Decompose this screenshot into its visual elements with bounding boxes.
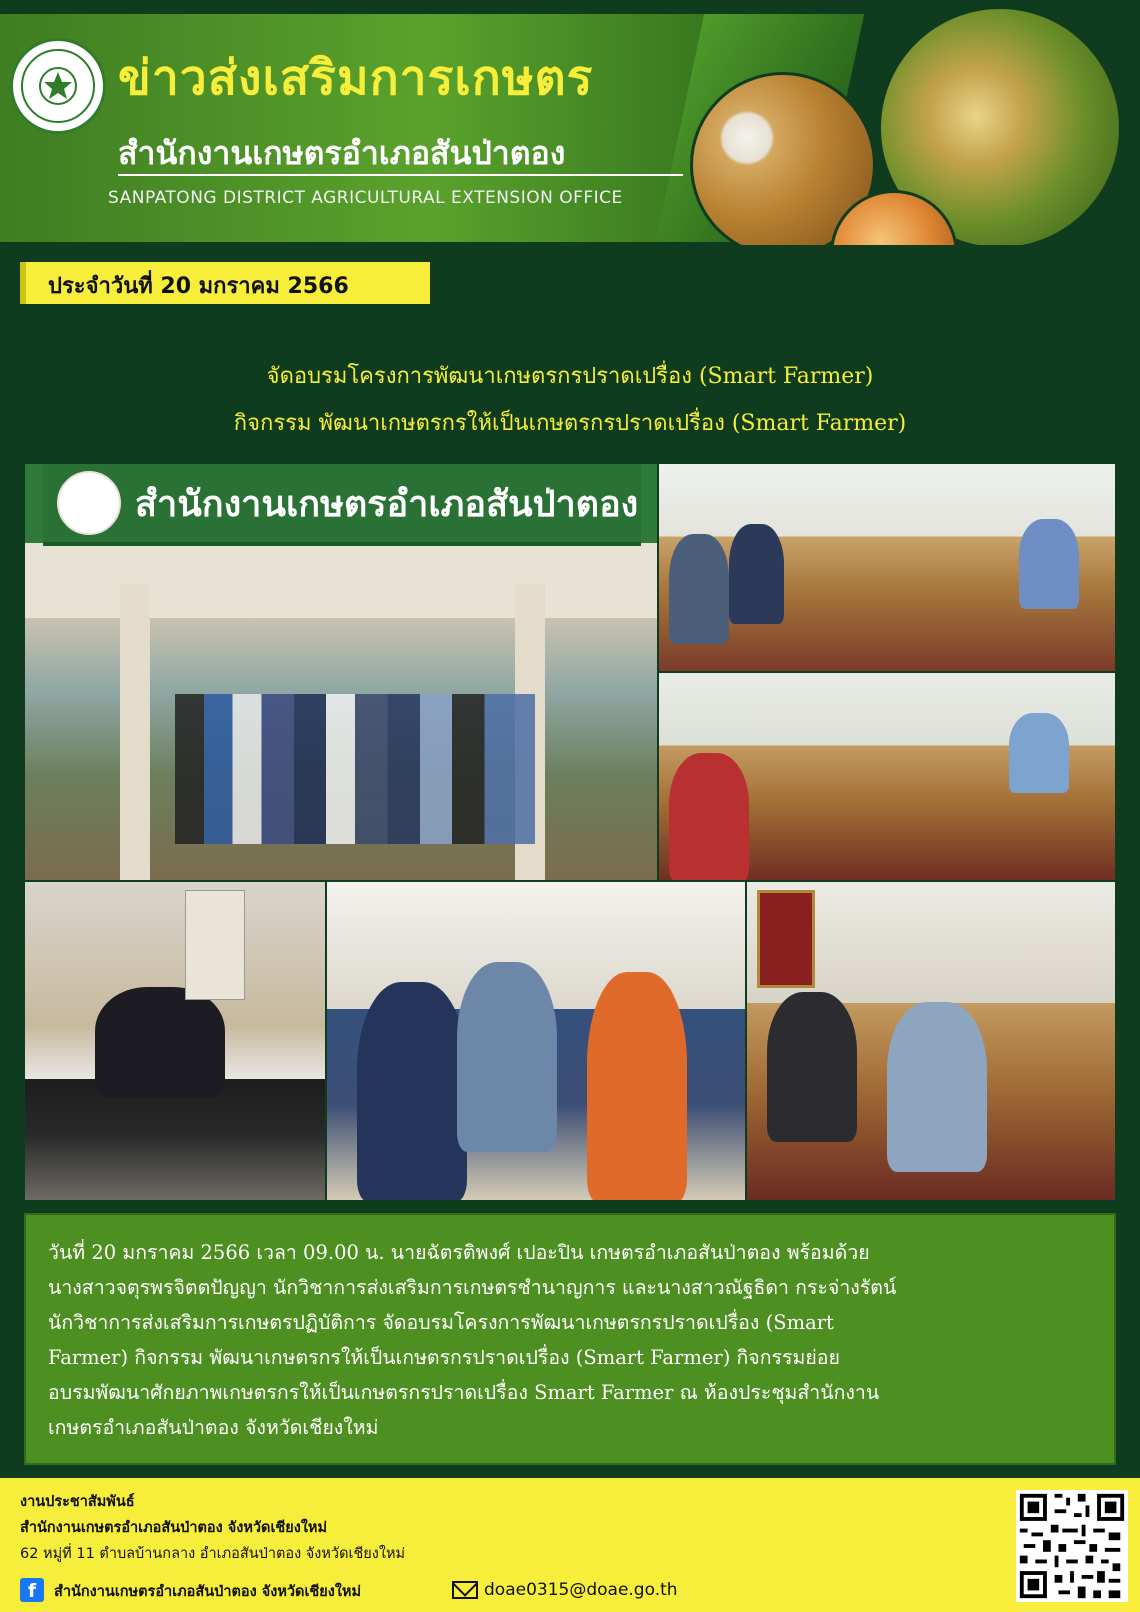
date-tag: ประจำวันที่ 20 มกราคม 2566: [20, 262, 430, 304]
group-of-people: [175, 694, 535, 844]
article-line: เกษตรอำเภอสันป่าตอง จังหวัดเชียงใหม่: [48, 1416, 379, 1439]
photo-office-group: [24, 463, 658, 881]
headline-line-1: จัดอบรมโครงการพัฒนาเกษตรกรปราดเปรื่อง (Smart Farmer): [266, 364, 874, 389]
department-seal-icon: [10, 38, 106, 134]
calendar-poster: [185, 890, 245, 1000]
photo-speaker-laptop: [24, 881, 326, 1201]
article-line: อบรมพัฒนาศักยภาพเกษตรกรให้เป็นเกษตรกรปราดเปรื่อง Smart Farmer ณ ห้องประชุมสำนักงาน: [48, 1381, 880, 1404]
photo-participants-seated: [746, 881, 1116, 1201]
article-line: วันที่ 20 มกราคม 2566 เวลา 09.00 น. นายฉัตรติพงศ์ เปอะปิน เกษตรอำเภอสันป่าตอง พร้อมด้วย: [48, 1241, 870, 1264]
header-banner: [0, 0, 1140, 245]
footer-department: งานประชาสัมพันธ์: [20, 1494, 135, 1510]
sign-seal-icon: [57, 471, 121, 535]
article-line: นักวิชาการส่งเสริมการเกษตรปฏิบัติการ จัดอบรมโครงการพัฒนาเกษตรกรปราดเปรื่อง (Smart: [48, 1311, 834, 1334]
article-line: นางสาวจตุรพรจิตตปัญญา นักวิชาการส่งเสริมการเกษตรชำนาญการ และนางสาวณัฐธิดา กระจ่างรัตน์: [48, 1276, 897, 1299]
facebook-icon[interactable]: f: [20, 1578, 44, 1602]
office-sign-text: สำนักงานเกษตรอำเภอสันป่าตอง: [135, 483, 639, 525]
header-divider: [118, 174, 683, 176]
qr-code-icon[interactable]: [1016, 1490, 1128, 1602]
photo-meeting-room-2: [658, 672, 1116, 881]
footer-address: 62 หมู่ที่ 11 ตำบลบ้านกลาง อำเภอสันป่าตอง จังหวัดเชียงใหม่: [20, 1546, 406, 1562]
article-line: Farmer) กิจกรรม พัฒนาเกษตรกรให้เป็นเกษตรกรปราดเปรื่อง (Smart Farmer) กิจกรรมย่อย: [48, 1346, 840, 1369]
portrait-frame: [757, 890, 815, 988]
footer-office-name: สำนักงานเกษตรอำเภอสันป่าตอง จังหวัดเชียงใหม่: [20, 1520, 328, 1536]
mail-icon: [452, 1581, 478, 1599]
office-name-en: SANPATONG DISTRICT AGRICULTURAL EXTENSION OFFICE: [108, 188, 623, 208]
office-name-th: สำนักงานเกษตรอำเภอสันป่าตอง: [118, 134, 566, 172]
building-pillar: [120, 584, 150, 881]
photo-hands-on-activity: [326, 881, 746, 1201]
footer: [0, 1478, 1140, 1612]
headline-line-2: กิจกรรม พัฒนาเกษตรกรให้เป็นเกษตรกรปราดเปรื่อง (Smart Farmer): [233, 411, 907, 436]
facebook-page-link[interactable]: สำนักงานเกษตรอำเภอสันป่าตอง จังหวัดเชียงใหม่: [54, 1584, 362, 1600]
newsletter-title: ข่าวส่งเสริมการเกษตร: [118, 50, 594, 106]
photo-meeting-room-1: [658, 463, 1116, 672]
office-sign: [43, 464, 641, 546]
email-link[interactable]: doae0315@doae.go.th: [484, 1580, 678, 1600]
article-body: [24, 1213, 1116, 1465]
